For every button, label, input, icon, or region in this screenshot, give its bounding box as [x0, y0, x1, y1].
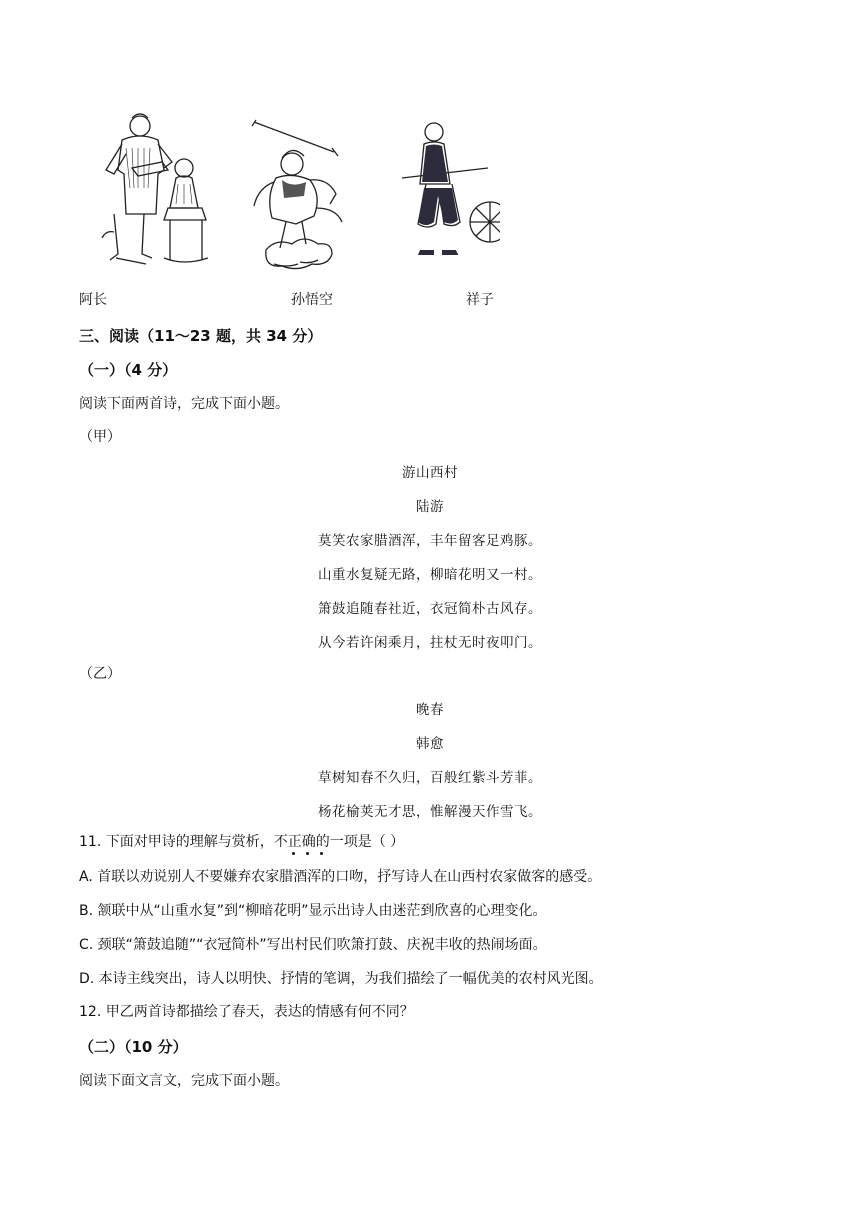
poem-a-line: 莫笑农家腊酒浑，丰年留客足鸡豚。: [318, 533, 542, 549]
a-chang-illustration: [92, 108, 214, 272]
poem-a-line: 从今若许闲乘月，拄杖无时夜叩门。: [318, 635, 542, 651]
part1-instruction: 阅读下面两首诗，完成下面小题。: [79, 396, 289, 412]
poem-b-line: 杨花榆荚无才思，惟解漫天作雪飞。: [318, 804, 542, 820]
poem-a-title: 游山西村: [402, 465, 458, 481]
emphasis-dot: [320, 852, 323, 855]
caption-xiangzi: 祥子: [466, 292, 494, 308]
q12-stem: 12. 甲乙两首诗都描绘了春天，表达的情感有何不同？: [79, 1004, 414, 1020]
xiangzi-illustration: [394, 118, 500, 270]
emphasis-dot: [306, 852, 309, 855]
section3-heading: 三、阅读（11～23 题，共 34 分）: [79, 327, 323, 345]
emphasis-dot: [292, 852, 295, 855]
sun-wukong-illustration: [246, 118, 352, 276]
q11-option-d: D. 本诗主线突出，诗人以明快、抒情的笔调，为我们描绘了一幅优美的农村风光图。: [79, 971, 603, 987]
poem-a-line: 山重水复疑无路，柳暗花明又一村。: [318, 567, 542, 583]
caption-sun-wukong: 孙悟空: [291, 292, 333, 308]
poem-a-line: 箫鼓追随春社近，衣冠简朴古风存。: [318, 601, 542, 617]
poem-b-marker: （乙）: [79, 666, 121, 682]
part2-instruction: 阅读下面文言文，完成下面小题。: [79, 1073, 289, 1089]
q11-option-b: B. 颔联中从“山重水复”到“柳暗花明”显示出诗人由迷茫到欣喜的心理变化。: [79, 903, 547, 919]
poem-a-marker: （甲）: [79, 429, 121, 445]
poem-b-line: 草树知春不久归，百般红紫斗芳菲。: [318, 770, 542, 786]
part1-heading: （一）（4 分）: [79, 361, 178, 379]
q11-option-a: A. 首联以劝说别人不要嫌弃农家腊酒浑的口吻，抒写诗人在山西村农家做客的感受。: [79, 869, 602, 885]
q11-stem: 11. 下面对甲诗的理解与赏析，不正确的一项是（ ）: [79, 834, 405, 850]
poem-b-title: 晚春: [416, 702, 444, 718]
caption-a-chang: 阿长: [79, 292, 107, 308]
poem-b-author: 韩愈: [416, 736, 444, 752]
poem-a-author: 陆游: [416, 499, 444, 515]
q11-option-c: C. 颈联“箫鼓追随”“衣冠简朴”写出村民们吹箫打鼓、庆祝丰收的热闹场面。: [79, 937, 547, 953]
part2-heading: （二）（10 分）: [79, 1038, 188, 1056]
